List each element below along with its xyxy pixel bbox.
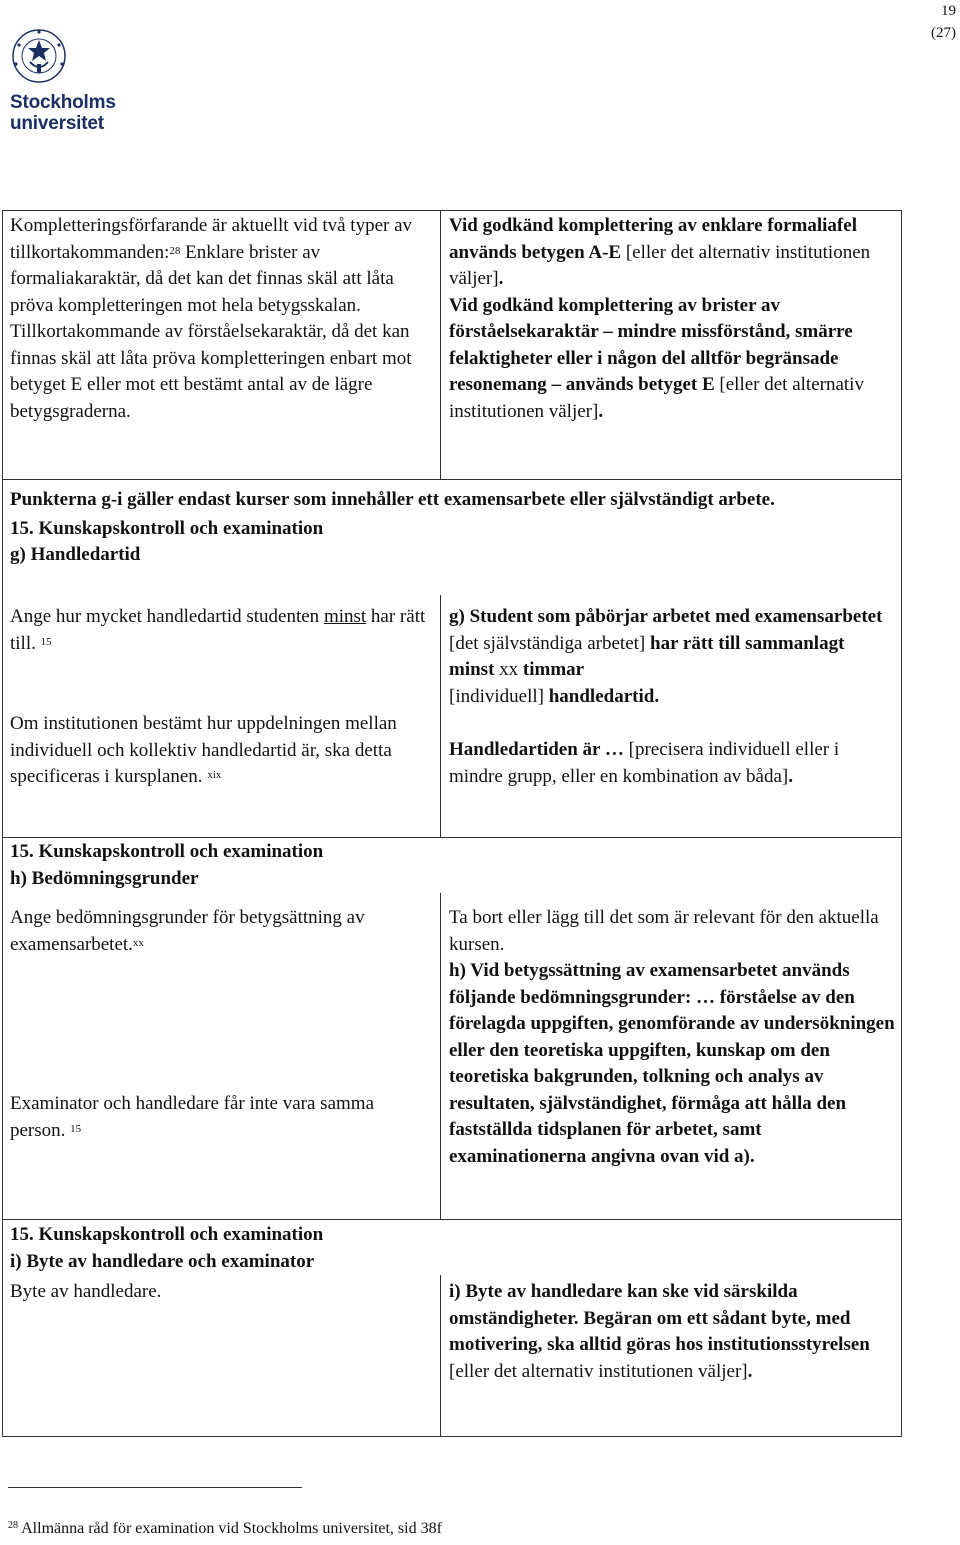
column-divider [440, 595, 441, 837]
university-seal-icon [8, 26, 132, 88]
grading-understanding-errors: Vid godkänd komplettering av brister av förståelsekaraktär – mindre missförstånd, smärre felaktigheter eller i någon del alltför begränsade resonemang – används betyget E [449, 294, 853, 395]
supervision-time-instructions [10, 604, 434, 791]
footnote-mark: 28 [8, 1520, 18, 1531]
assessment-criteria-instructions [10, 905, 434, 1144]
supervision-text-a: Ange hur mycket handledartid studenten [10, 606, 320, 627]
section-note [10, 487, 890, 569]
grading-end-mark: . [598, 400, 604, 422]
page-number-total: (27) [931, 25, 956, 41]
row-divider [3, 479, 901, 480]
footnote [8, 1518, 442, 1540]
supervisor-change-rule: i) Byte av handledare kan ske vid särskilda omständigheter. Begäran om ett sådant byte, med motivering, ska alltid göras hos institutionsstyrelsen [449, 1281, 870, 1355]
hours-placeholder: xx [494, 659, 523, 680]
completion-grading-text [449, 213, 893, 425]
supervision-alt: [det självständiga arbetet] [449, 632, 651, 654]
completion-text-a: Kompletteringsförfarande är aktuellt vid två typer av tillkortakommanden: [10, 215, 413, 263]
grading-end-mark: . [498, 268, 504, 289]
supervision-rule-c: har rätt till sammanlagt minst [449, 632, 845, 680]
page-number-current: 19 [941, 3, 956, 19]
assessment-criteria: h) Vid betygssättning av examensarbetet används följande bedömningsgrunder: … förståelse av den förelagda uppgiften, genomförande av undersökningen eller den teoretiska uppgiften, kunskap om den teoretiska bakgrunden, tolkning och analys av resultaten, självständighet, förmåga att hålla den fastställda tidsplanen för arbetet, samt examinationerna angivna ovan vid a). [449, 960, 895, 1167]
footnote-ref: 15 [40, 635, 52, 648]
footnote-ref: xx [132, 936, 144, 949]
logo-line-1: Stockholms [10, 92, 116, 113]
supervision-split-text: Om institutionen bestämt hur uppdelningen mellan individuell och kollektiv handledartid är, ska detta specificeras i kursplanen. [10, 713, 397, 787]
footnote-text: Allmänna råd för examination vid Stockholms universitet, sid 38f [18, 1520, 442, 1537]
supervision-time-template [449, 604, 893, 790]
page-number [931, 0, 956, 44]
footnote-ref: 15 [70, 1122, 82, 1135]
supervision-individual: [individuell] [449, 685, 549, 707]
note-g-i: Punkterna g-i gäller endast kurser som innehåller ett examensarbete eller självständigt arbete. [10, 489, 775, 510]
minimum-underlined: minst [323, 606, 367, 627]
section-i-headings [10, 1222, 890, 1275]
completion-text-b: Enklare brister av formaliakaraktär, då det kan det finnas skäl att låta pröva kompletteringen mot hela betygsskalan. Tillkortakommande av förståelsekaraktär, då det kan finnas skäl att låta pröva kompletteringen enbart mot betyget E eller mot ett bestämt antal av de lägre betygsgraderna. [10, 241, 412, 422]
supervision-split-rule: Handledartiden är … [449, 739, 624, 760]
footnote-ref: 28 [169, 244, 181, 257]
section-h-headings [10, 839, 890, 892]
supervisor-change-end: . [747, 1360, 753, 1382]
supervisor-change-template [449, 1279, 893, 1385]
logo-wordmark [10, 92, 116, 134]
section-i-heading: 15. Kunskapskontroll och examination [10, 1224, 324, 1245]
assessment-criteria-template [449, 905, 895, 1170]
logo-line-2: universitet [10, 113, 104, 134]
supervision-rule-e: timmar [522, 659, 585, 680]
footnote-separator [8, 1487, 302, 1488]
supervisor-change-label [10, 1279, 434, 1306]
column-divider [440, 211, 441, 479]
section-i-subheading: i) Byte av handledare och examinator [10, 1250, 315, 1272]
section-g-heading: 15. Kunskapskontroll och examination [10, 517, 324, 539]
grading-alternative: [eller det alternativ institutionen väljer] [449, 374, 864, 422]
supervision-rule-g: handledartid. [548, 685, 660, 707]
examiner-rule: Examinator och handledare får inte vara samma person. [10, 1093, 374, 1141]
footnote-ref: xix [207, 769, 222, 781]
supervision-rule-a: g) Student som påbörjar arbetet med examensarbetet [449, 606, 883, 627]
course-syllabus-table [2, 210, 902, 1437]
supervision-split-end: . [788, 765, 794, 787]
university-logo [8, 26, 132, 136]
section-h-subheading: h) Bedömningsgrunder [10, 867, 199, 889]
row-divider [3, 1219, 901, 1220]
column-divider [440, 1275, 441, 1437]
completion-procedure-description [10, 213, 434, 425]
column-divider [440, 893, 441, 1219]
supervisor-change-text: Byte av handledare. [10, 1281, 162, 1302]
row-divider [3, 837, 901, 838]
assessment-text: Ange bedömningsgrunder för betygsättning av examensarbetet. [10, 907, 365, 955]
assessment-intro: Ta bort eller lägg till det som är relevant för den aktuella kursen. [449, 907, 879, 955]
grading-alternative: [eller det alternativ institutionen väljer] [449, 241, 871, 289]
grading-minor-errors: Vid godkänd komplettering av enklare formaliafel används betygen A-E [449, 215, 857, 263]
supervision-split-alt: [precisera individuell eller i mindre grupp, eller en kombination av båda] [449, 739, 840, 787]
section-g-subheading: g) Handledartid [10, 544, 141, 565]
supervisor-change-alt: [eller det alternativ institutionen väljer] [449, 1360, 748, 1382]
supervision-text-b: har rätt till. [10, 606, 426, 654]
section-h-heading: 15. Kunskapskontroll och examination [10, 841, 324, 862]
